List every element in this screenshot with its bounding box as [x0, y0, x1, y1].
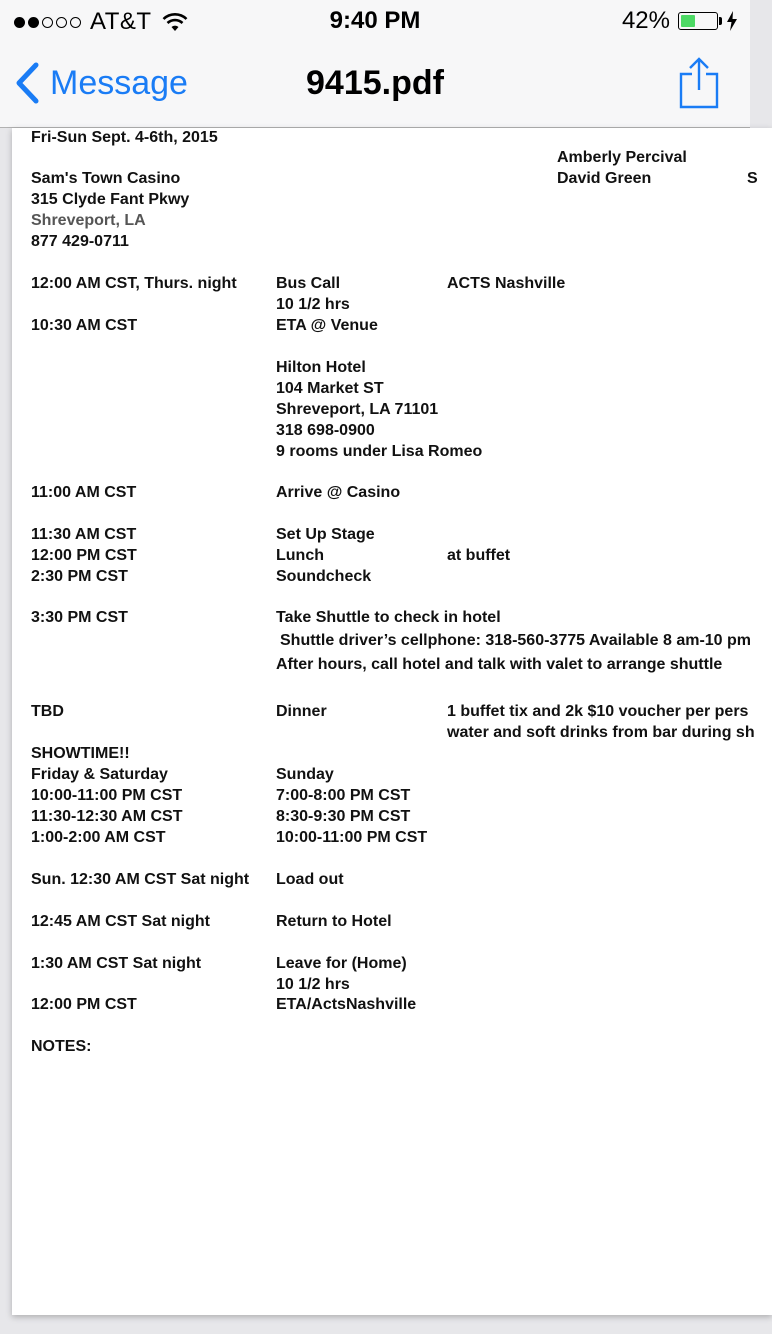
schedule-item: ETA @ Venue	[276, 317, 378, 334]
schedule-note: 1 buffet tix and 2k $10 voucher per pers	[447, 703, 749, 720]
schedule-time: 12:45 AM CST Sat night	[31, 913, 210, 930]
charging-bolt-icon	[726, 11, 738, 31]
showtime-heading: SHOWTIME!!	[31, 745, 130, 762]
share-button[interactable]	[678, 56, 720, 117]
hotel-rooms: 9 rooms under Lisa Romeo	[276, 443, 483, 460]
schedule-item: Soundcheck	[276, 568, 372, 585]
schedule-item: Take Shuttle to check in hotel	[276, 609, 501, 626]
document-title: 9415.pdf	[306, 64, 444, 102]
back-button-label: Message	[50, 63, 188, 102]
showtime-slot: 1:00-2:00 AM CST	[31, 829, 166, 846]
pdf-page[interactable]	[12, 128, 772, 1315]
schedule-item: Lunch	[276, 547, 324, 564]
showtime-slot: 11:30-12:30 AM CST	[31, 808, 183, 825]
battery-percent: 42%	[621, 7, 670, 34]
schedule-time: 1:30 AM CST Sat night	[31, 955, 202, 972]
showtime-day-label: Sunday	[276, 766, 334, 783]
schedule-time: Sun. 12:30 AM CST Sat night	[31, 871, 250, 888]
schedule-note: at buffet	[447, 547, 511, 564]
schedule-time: 12:00 PM CST	[31, 996, 137, 1013]
schedule-time: 11:30 AM CST	[31, 526, 137, 543]
schedule-time: 11:00 AM CST	[31, 484, 137, 501]
schedule-item: Load out	[276, 871, 344, 888]
notes-label: NOTES:	[31, 1038, 92, 1055]
schedule-item: 10 1/2 hrs	[276, 296, 350, 313]
venue-street: 315 Clyde Fant Pkwy	[31, 191, 190, 208]
event-dates: Fri-Sun Sept. 4-6th, 2015	[31, 129, 218, 146]
showtime-slot: 10:00-11:00 PM CST	[276, 829, 428, 846]
battery-icon	[678, 12, 718, 30]
schedule-time: 10:30 AM CST	[31, 317, 138, 334]
shuttle-driver-info: Shuttle driver’s cellphone: 318-560-3775 Available 8 am-10 pm	[280, 632, 752, 649]
venue-phone: 877 429-0711	[31, 233, 129, 250]
hotel-name: Hilton Hotel	[276, 359, 366, 376]
hotel-street: 104 Market ST	[276, 380, 384, 397]
schedule-item: Bus Call	[276, 275, 341, 292]
schedule-item: 10 1/2 hrs	[276, 976, 350, 993]
battery-nub	[719, 17, 722, 25]
schedule-item: Dinner	[276, 703, 327, 720]
share-icon	[678, 56, 720, 112]
schedule-item: Return to Hotel	[276, 913, 392, 930]
schedule-note: ACTS Nashville	[447, 275, 566, 292]
contact-name: Amberly Percival	[557, 149, 687, 166]
schedule-item: Leave for (Home)	[276, 955, 407, 972]
hotel-phone: 318 698-0900	[276, 422, 375, 439]
status-time: 9:40 PM	[329, 7, 421, 34]
schedule-item: Set Up Stage	[276, 526, 375, 543]
showtime-slot: 7:00-8:00 PM CST	[276, 787, 411, 804]
venue-name: Sam's Town Casino	[31, 170, 181, 187]
showtime-slot: 10:00-11:00 PM CST	[31, 787, 183, 804]
schedule-time: 3:30 PM CST	[31, 609, 128, 626]
showtime-day-label: Friday & Saturday	[31, 766, 168, 783]
schedule-time: 2:30 PM CST	[31, 568, 128, 585]
battery-indicator	[622, 7, 738, 35]
showtime-slot: 8:30-9:30 PM CST	[276, 808, 411, 825]
shuttle-after-hours: After hours, call hotel and talk with valet to arrange shuttle	[276, 656, 723, 673]
schedule-note: water and soft drinks from bar during sh	[447, 724, 755, 741]
venue-city: Shreveport, LA	[31, 212, 146, 229]
navigation-bar	[0, 40, 750, 128]
schedule-time: 12:00 AM CST, Thurs. night	[31, 275, 237, 292]
schedule-time: 12:00 PM CST	[31, 547, 137, 564]
schedule-time: TBD	[31, 703, 64, 720]
contact-name: David Green	[557, 170, 652, 187]
schedule-item: Arrive @ Casino	[276, 484, 401, 501]
carrier-name: AT&T	[90, 8, 152, 35]
battery-fill	[681, 15, 695, 27]
hotel-city: Shreveport, LA 71101	[276, 401, 439, 418]
status-bar	[0, 0, 750, 40]
schedule-item: ETA/ActsNashville	[276, 996, 417, 1013]
contact-trailing-text: S	[747, 170, 758, 187]
